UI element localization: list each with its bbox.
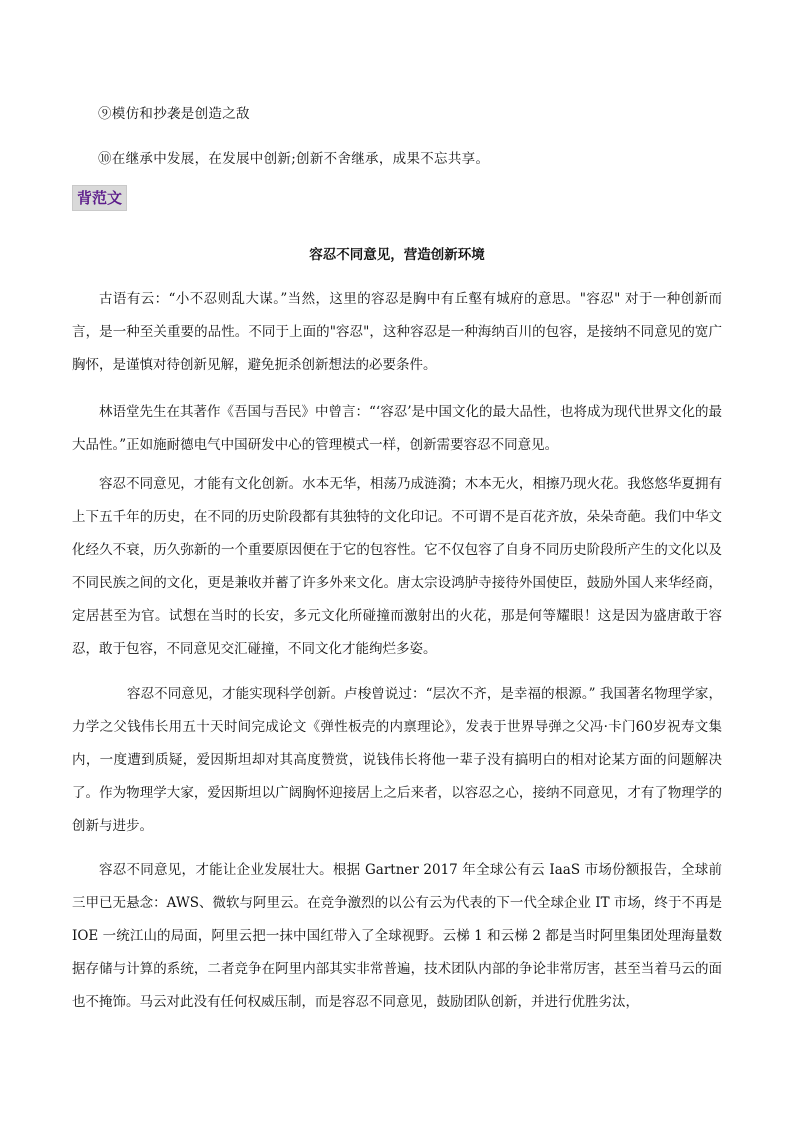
section-tag: 背范文 (72, 185, 127, 211)
essay-paragraph-4: 容忍不同意见，才能实现科学创新。卢梭曾说过：“层次不齐，是幸福的根源。” 我国著名物理学家，力学之父钱伟长用五十天时间完成论文《弹性板壳的内禀理论》，发表于世界导弹之父冯·卡门60岁祝寿文集内，一度遭到质疑，爱因斯坦却对其高度赞赏，说钱伟长将他一辈子没有搞明白的相对论某方面的问题解决了。作为物理学大家，爱因斯坦以广阔胸怀迎接居上之后来者，以容忍之心，接纳不同意见，才有了物理学的创新与进步。 (72, 686, 722, 834)
essay-title: 容忍不同意见，营造创新环境 (309, 247, 485, 263)
point-item-10: ⑩在继承中发展，在发展中创新;创新不舍继承，成果不忘共享。 (98, 151, 490, 167)
point-item-9: ⑨模仿和抄袭是创造之敌 (98, 106, 250, 122)
essay-paragraph-5: 容忍不同意见，才能让企业发展壮大。根据 Gartner 2017 年全球公有云 IaaS 市场份额报告，全球前三甲已无悬念：AWS、微软与阿里云。在竞争激烈的以公有云为代表的下一代全球企业 IT 市场，终于不再是 IOE 一统江山的局面，阿里云把一抹中国红带入了全球视野。云梯 1 和云梯 2 都是当时阿里集团处理海量数据存储与计算的系统，二者竞争在阿里内部其实非常普遍，技术团队内部的争论非常厉害，甚至当着马云的面也不掩饰。马云对此没有任何权威压制，而是容忍不同意见，鼓励团队创新，并进行优胜劣汰， (72, 862, 722, 1010)
essay-paragraph-3: 容忍不同意见，才能有文化创新。水本无华，相荡乃成涟漪；木本无火，相擦乃现火花。我悠悠华夏拥有上下五千年的历史，在不同的历史阶段都有其独特的文化印记。不可谓不是百花齐放，朵朵奇葩。我们中华文化经久不衰，历久弥新的一个重要原因便在于它的包容性。它不仅包容了自身不同历史阶段所产生的文化以及不同民族之间的文化，更是兼收并蓄了许多外来文化。唐太宗设鸿胪寺接待外国使臣，鼓励外国人来华经商，定居甚至为官。试想在当时的长安，多元文化所碰撞而激射出的火花，那是何等耀眼！这是因为盛唐敢于容忍，敢于包容，不同意见交汇碰撞，不同文化才能绚烂多姿。 (72, 476, 722, 657)
essay-paragraph-1: 古语有云：“小不忍则乱大谋。”当然，这里的容忍是胸中有丘壑有城府的意思。"容忍" 对于一种创新而言，是一种至关重要的品性。不同于上面的"容忍"，这种容忍是一种海纳百川的包容，是接纳不同意见的宽广胸怀，是谨慎对待创新见解，避免扼杀创新想法的必要条件。 (72, 291, 722, 373)
essay-paragraph-2: 林语堂先生在其著作《吾国与吾民》中曾言：“‘容忍’是中国文化的最大品性，也将成为现代世界文化的最大品性。”正如施耐德电气中国研发中心的管理模式一样，创新需要容忍不同意见。 (72, 404, 722, 453)
